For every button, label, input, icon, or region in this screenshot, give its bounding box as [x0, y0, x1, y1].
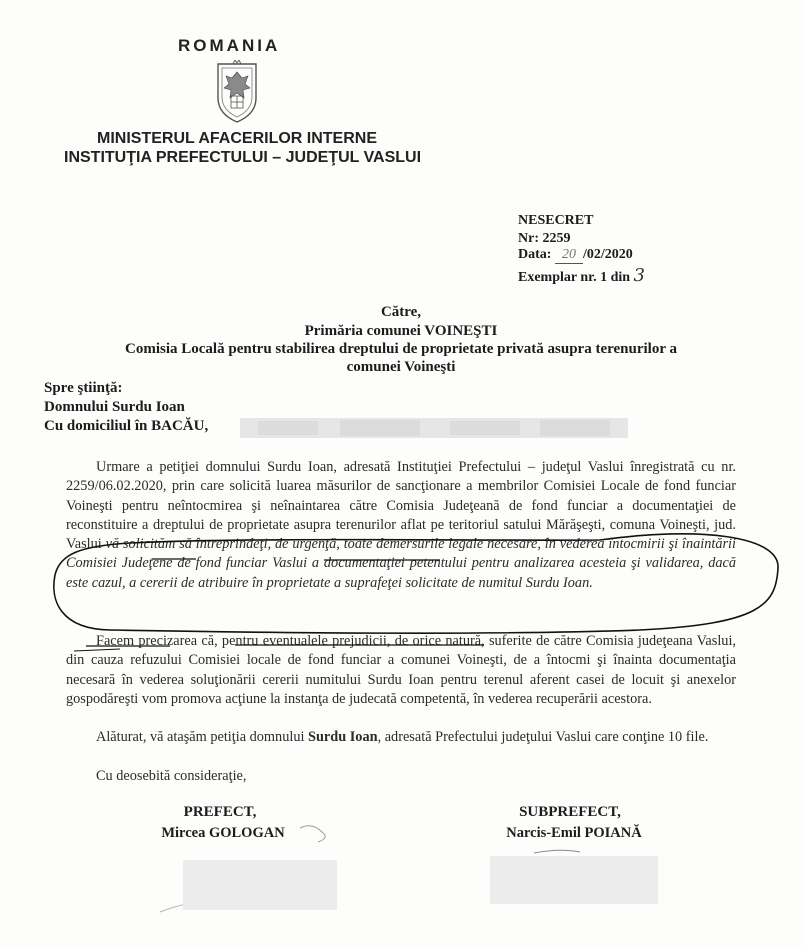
paragraph-3-name: Surdu Ioan: [308, 729, 378, 745]
paragraph-3-a: Alăturat, vă ataşăm petiţia domnului: [96, 729, 305, 745]
recipient-line2: Comisia Locală pentru stabilirea dreptului de proprietate privată asupra terenurilor a: [125, 341, 677, 357]
closing-salutation: Cu deosebită consideraţie,: [96, 768, 247, 784]
cc-name: Domnului Surdu Ioan: [44, 399, 185, 415]
paragraph-1-text: Urmare a petiţiei domnului Surdu Ioan, adresată Instituţiei Prefectului – judeţul Vaslui înregistrată cu nr. 2259/06.02.2020, prin care solicită luarea măsurilor de sancţionare a membrilor Comisiei Locale de fond funciar Voineşti pentru neîntocmirea şi neînaintarea către Comisia Judeţeană de fond funciar a documentaţiei de reconstituire a dreptului de proprietate asupra terenurilor aflat pe teritoriul satului Mărăşeşti, comuna Voineşti, jud. Vaslui: [66, 459, 736, 553]
paragraph-1-request: vă solicităm să întreprindeţi, de urgenţă, toate demersurile legale necesare, în vederea întocmirii şi înaintării Comisiei Judeţene de fond funciar Vaslui a documentaţiei petentului pentru analizarea acesteia şi validarea, dacă este cazul, a cererii de atribuire în proprietate a suprafeţei solicitate de numitul Surdu Ioan.: [66, 536, 736, 591]
copy-total-handwritten: 3: [633, 265, 645, 286]
recipient-line1: Primăria comunei VOINEŞTI: [304, 323, 498, 339]
recipient-to: Către,: [380, 304, 422, 320]
cc-label: Spre ştiinţă:: [44, 380, 123, 396]
registration-number: Nr: 2259: [518, 231, 571, 246]
date-label: Data:: [518, 247, 552, 262]
recipient-line3: comunei Voineşti: [346, 359, 456, 375]
copy-label: Exemplar nr. 1 din: [518, 270, 631, 285]
date-day-handwritten: 20: [555, 247, 583, 264]
ministry-name: MINISTERUL AFACERILOR INTERNE: [97, 130, 378, 147]
paragraph-3-c: , adresată Prefectului judeţului Vaslui care conţine 10 file.: [377, 729, 709, 745]
header-country: ROMANIA: [178, 36, 281, 55]
date-rest: /02/2020: [582, 247, 633, 262]
signature-left-name: Mircea GOLOGAN: [161, 825, 285, 841]
signature-right-name: Narcis-Emil POIANĂ: [506, 825, 642, 841]
cc-address-label: Cu domiciliul în BACĂU,: [44, 418, 209, 434]
redacted-signature-left: [183, 860, 337, 910]
body-paragraph-2: Facem precizarea că, pentru eventualele prejudicii, de orice natură, suferite de către Comisia judeţeana Vaslui, din cauza refuzului Comisiei locale de fond funciar a comunei Voineşti, de a întocmi şi înainta documentaţia necesară în vederea soluţionării cererii numitului Surdu Ioan pentru terenul aferent casei de locuit şi anexelor gospodăreşti vom promova acţiune la instanţa de judecată competentă, în vederea recuperării acestora.: [66, 633, 736, 707]
signature-right-title: SUBPREFECT,: [519, 804, 621, 820]
signature-left-title: PREFECT,: [183, 804, 257, 820]
institution-name: INSTITUŢIA PREFECTULUI – JUDEŢUL VASLUI: [64, 149, 422, 166]
classification-label: NESECRET: [518, 213, 594, 228]
redacted-signature-right: [490, 856, 658, 904]
